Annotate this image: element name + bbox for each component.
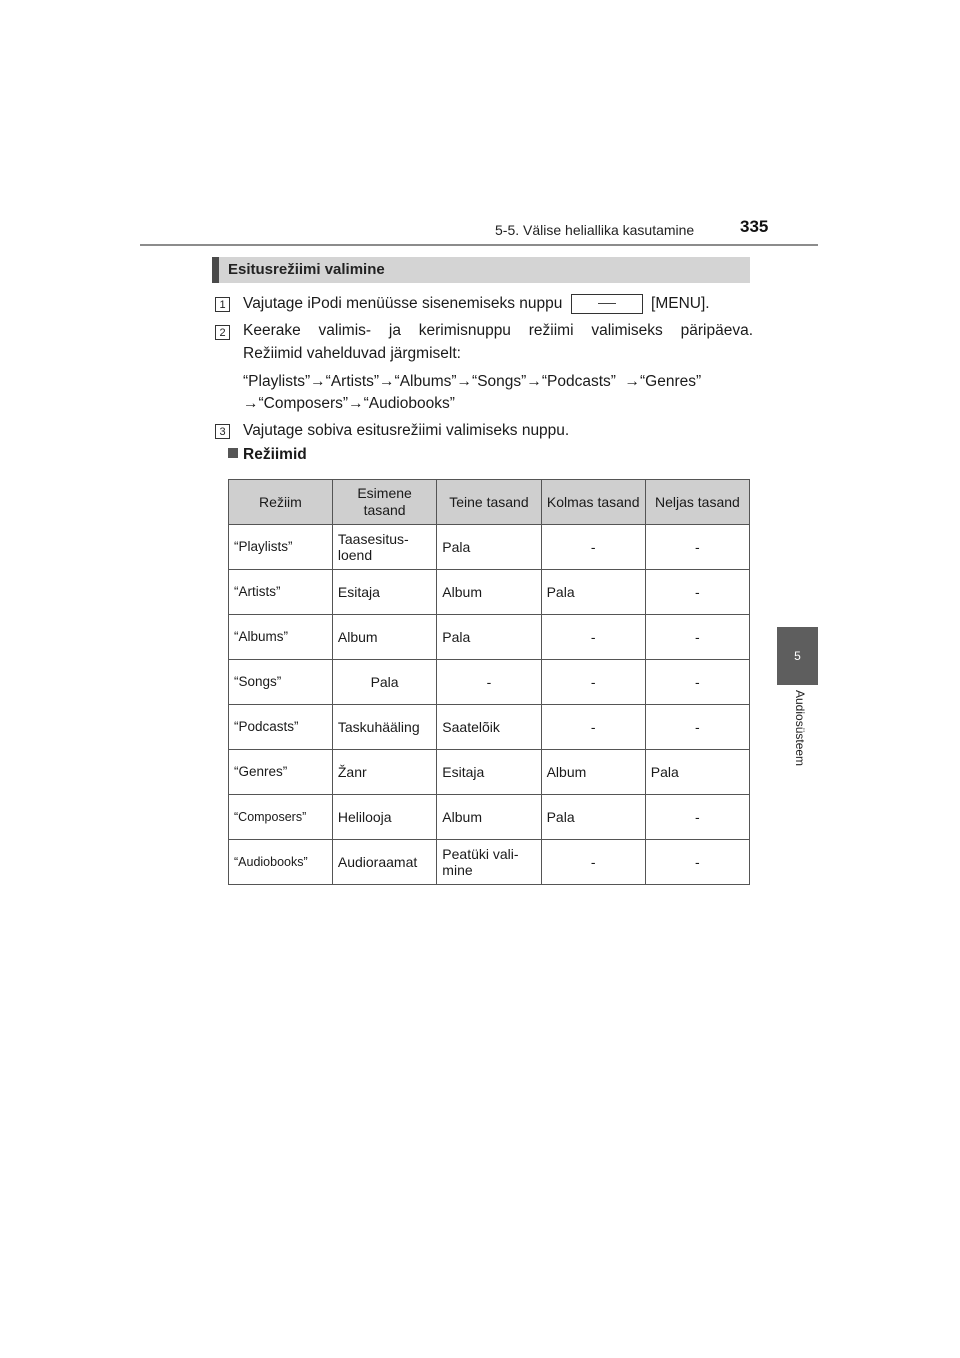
table-cell: - — [645, 795, 749, 840]
subheading-text: Režiimid — [243, 446, 307, 463]
table-cell: Album — [437, 795, 541, 840]
table-cell: Album — [437, 570, 541, 615]
table-row — [229, 660, 750, 705]
table-cell: - — [541, 840, 645, 885]
table-cell: “Albums” — [229, 615, 333, 660]
step-badge-3: 3 — [215, 424, 230, 439]
table-cell: “Playlists” — [229, 525, 333, 570]
table-cell: “Songs” — [229, 660, 333, 705]
table-header-cell: Kolmas tasand — [541, 480, 645, 525]
step-1-text — [243, 293, 753, 315]
table-cell: - — [541, 705, 645, 750]
table-cell: Pala — [541, 570, 645, 615]
table-cell: Album — [332, 615, 436, 660]
modes-table — [228, 479, 750, 885]
step-2-line1: Keerake valimis- ja kerimisnuppu režiimi valimiseks päripäeva. — [243, 322, 753, 339]
table-header-row — [229, 480, 750, 525]
table-cell: Peatüki vali-mine — [437, 840, 541, 885]
table-cell: - — [645, 840, 749, 885]
sequence-line1: “Playlists”→“Artists”→“Albums”→“Songs”→“Podcasts” →“Genres” — [243, 373, 702, 390]
table-cell: Helilooja — [332, 795, 436, 840]
table-cell: “Composers” — [229, 795, 333, 840]
table-row — [229, 705, 750, 750]
table-cell: Pala — [541, 795, 645, 840]
step-1-before: Vajutage iPodi menüüsse sisenemiseks nuppu — [243, 295, 563, 312]
table-cell: Pala — [332, 660, 436, 705]
page-number: 335 — [740, 217, 769, 236]
table-cell: Žanr — [332, 750, 436, 795]
table-row — [229, 750, 750, 795]
table-cell: “Podcasts” — [229, 705, 333, 750]
table-cell: Pala — [437, 615, 541, 660]
table-cell: “Audiobooks” — [229, 840, 333, 885]
table-row — [229, 840, 750, 885]
table-cell: - — [645, 525, 749, 570]
table-row — [229, 525, 750, 570]
table-cell: Album — [541, 750, 645, 795]
table-cell: - — [645, 660, 749, 705]
step-2-line2: Režiimid vahelduvad järgmiselt: — [243, 345, 461, 362]
table-cell: - — [645, 615, 749, 660]
table-header-cell: Teine tasand — [437, 480, 541, 525]
table-cell: Taasesitus-loend — [332, 525, 436, 570]
table-cell: - — [645, 705, 749, 750]
table-cell: “Artists” — [229, 570, 333, 615]
sequence-line2: →“Composers”→“Audiobooks” — [243, 395, 455, 412]
table-cell: - — [645, 570, 749, 615]
table-cell: - — [541, 525, 645, 570]
table-header-cell: Esimene tasand — [332, 480, 436, 525]
table-cell: Pala — [437, 525, 541, 570]
table-row — [229, 795, 750, 840]
step-1-after: [MENU]. — [651, 295, 710, 312]
table-header-cell: Neljas tasand — [645, 480, 749, 525]
step-3-text: Vajutage sobiva esitusrežiimi valimiseks nuppu. — [243, 422, 570, 439]
table-cell: - — [541, 615, 645, 660]
box-title: Esitusrežiimi valimine — [228, 261, 385, 278]
step-badge-1: 1 — [215, 297, 230, 312]
table-cell: Esitaja — [437, 750, 541, 795]
menu-button-icon — [571, 294, 643, 314]
side-tab-label: Audiosüsteem — [793, 690, 807, 767]
table-cell: Saatelõik — [437, 705, 541, 750]
table-cell: - — [437, 660, 541, 705]
table-cell: Taskuhääling — [332, 705, 436, 750]
table-header-cell: Režiim — [229, 480, 333, 525]
side-tab-number: 5 — [777, 627, 818, 685]
step-badge-2: 2 — [215, 325, 230, 340]
table-cell: “Genres” — [229, 750, 333, 795]
table-cell: - — [541, 660, 645, 705]
subheading — [228, 446, 307, 464]
table-row — [229, 570, 750, 615]
box-header — [212, 257, 750, 283]
table-cell: Esitaja — [332, 570, 436, 615]
table-cell: Audioraamat — [332, 840, 436, 885]
header-rule — [140, 244, 818, 246]
table-cell: Pala — [645, 750, 749, 795]
square-bullet-icon — [228, 448, 238, 458]
table-row — [229, 615, 750, 660]
section-title: 5-5. Välise heliallika kasutamine — [495, 222, 695, 238]
